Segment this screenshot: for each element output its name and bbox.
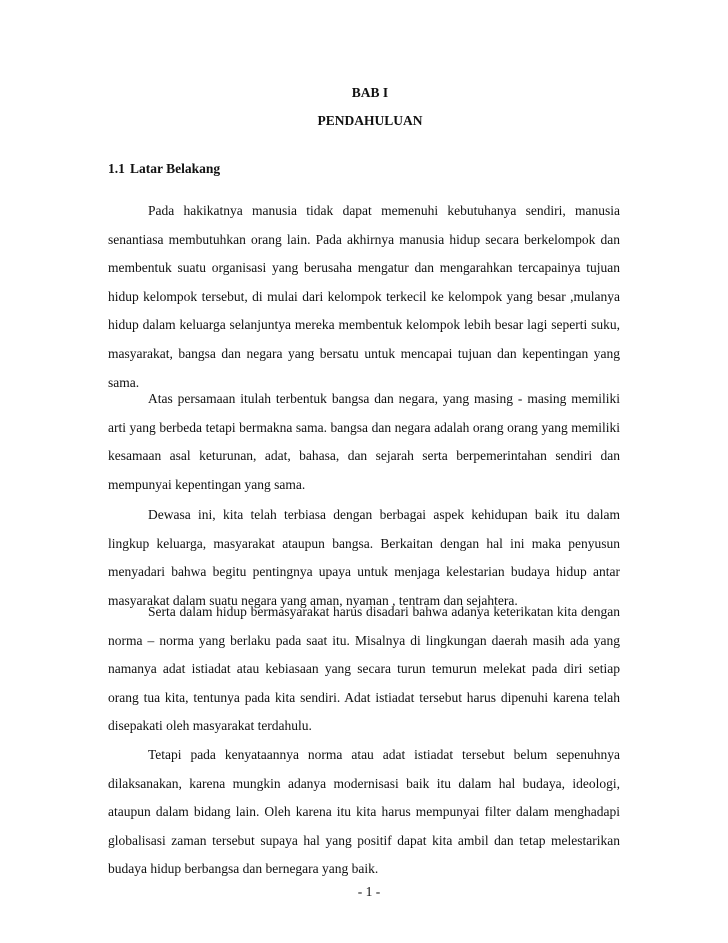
paragraph: Pada hakikatnya manusia tidak dapat memenuhi kebutuhanya sendiri, manusia senantiasa membutuhkan orang lain. Pada akhirnya manusia hidup secara berkelompok dan membentuk suatu organisasi yang berusaha mengatur dan mengarahkan tercapainya tujuan hidup kelompok tersebut, di mulai dari kelompok terkecil ke kelompok yang besar ,mulanya hidup dalam keluarga selanjuntya mereka membentuk kelompok lebih besar lagi seperti suku, masyarakat, bangsa dan negara yang bersatu untuk mencapai tujuan dan kepentingan yang sama. <box>108 203 620 390</box>
body-block-4 <box>108 598 620 884</box>
section-heading <box>108 161 220 177</box>
paragraph: Atas persamaan itulah terbentuk bangsa dan negara, yang masing - masing memiliki arti yang berbeda tetapi bermakna sama. bangsa dan negara adalah orang orang yang memiliki kesamaan asal keturunan, adat, bahasa, dan sejarah serta berpemerintahan sendiri dan mempunyai kepentingan yang sama. <box>108 391 620 492</box>
paragraph: Tetapi pada kenyataannya norma atau adat istiadat tersebut belum sepenuhnya dilaksanakan, karena mungkin adanya modernisasi baik itu dalam hal budaya, ideologi, ataupun dalam bidang lain. Oleh karena itu kita harus mempunyai filter dalam menghadapi globalisasi zaman tersebut supaya hal yang positif dapat kita ambil dan tetap melestarikan budaya hidup berbangsa dan bernegara yang baik. <box>108 746 620 877</box>
body-block-1 <box>108 197 620 397</box>
chapter-label: BAB I <box>351 85 389 100</box>
paragraph: Serta dalam hidup bermasyarakat harus disadari bahwa adanya keterikatan kita dengan norma – norma yang berlaku pada saat itu. Misalnya di lingkungan daerah masih ada yang namanya adat istiadat atau kebiasaan yang secara turun temurun melekat pada diri setiap orang tua kita, tentunya pada kita sendiri. Adat istiadat tersebut harus dipenuhi karena telah disepakati oleh masyarakat terdahulu. <box>108 604 620 734</box>
body-block-2 <box>108 385 620 499</box>
section-number: 1.1 <box>108 161 125 176</box>
chapter-title: PENDAHULUAN <box>317 113 423 128</box>
paragraph: Dewasa ini, kita telah terbiasa dengan berbagai aspek kehidupan baik itu dalam lingkup keluarga, masyarakat ataupun bangsa. Berkaitan dengan hal ini maka penyusun menyadari bahwa begitu pentingnya upaya untuk menjaga kelestarian budaya hidup antar masyarakat dalam suatu negara yang aman, nyaman , tentram dan sejahtera. <box>108 507 620 608</box>
section-title: Latar Belakang <box>130 161 221 176</box>
page-number: - 1 - <box>357 884 381 899</box>
